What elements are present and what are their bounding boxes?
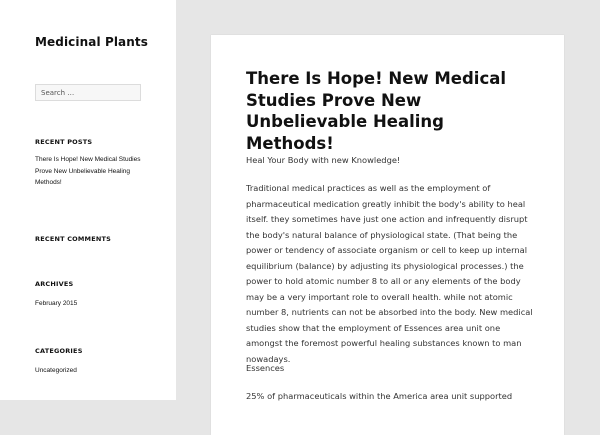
post-paragraph: Traditional medical practices as well as the employment of pharmaceutical medication greatly inhibit the body's ability to heal itself. they sometimes have just one action and infrequently disrupt the body's natural balance of physiological state. (That being the power or tendency of associate organism or cell to keep up internal equilibrium (balance) by adjusting its physiological processes.) the power to hold atomic number 8 to all or any elements of the body may be a very important role to overall health. while not atomic number 8, nutrients can not be absorbed into the body. New medical studies show that the employment of Essences area unit one amongst the foremost powerful healing substances known to man nowadays.: [246, 183, 533, 364]
post-paragraph-2: 25% of pharmaceuticals within the America area unit supported: [246, 391, 513, 401]
recent-comments-heading: RECENT COMMENTS: [35, 235, 112, 243]
post-article: [211, 35, 564, 435]
site-title-link[interactable]: Medicinal Plants: [35, 35, 148, 49]
category-link-uncategorized[interactable]: Uncategorized: [35, 367, 77, 374]
post-title: There Is Hope! New Medical Studies Prove New Unbelievable Healing Methods!: [246, 69, 507, 153]
recent-post-link[interactable]: There Is Hope! New Medical Studies Prove New Unbelievable Healing Methods!: [35, 156, 141, 187]
post-subheading-essences: Essences: [246, 363, 285, 373]
recent-posts-heading: RECENT POSTS: [35, 138, 93, 146]
search-input[interactable]: [35, 84, 141, 101]
post-intro-heading: Heal Your Body with new Knowledge!: [246, 155, 401, 165]
sidebar: [0, 0, 176, 400]
archives-heading: ARCHIVES: [35, 280, 74, 288]
archive-link-feb-2015[interactable]: February 2015: [35, 300, 78, 307]
categories-heading: CATEGORIES: [35, 347, 83, 355]
